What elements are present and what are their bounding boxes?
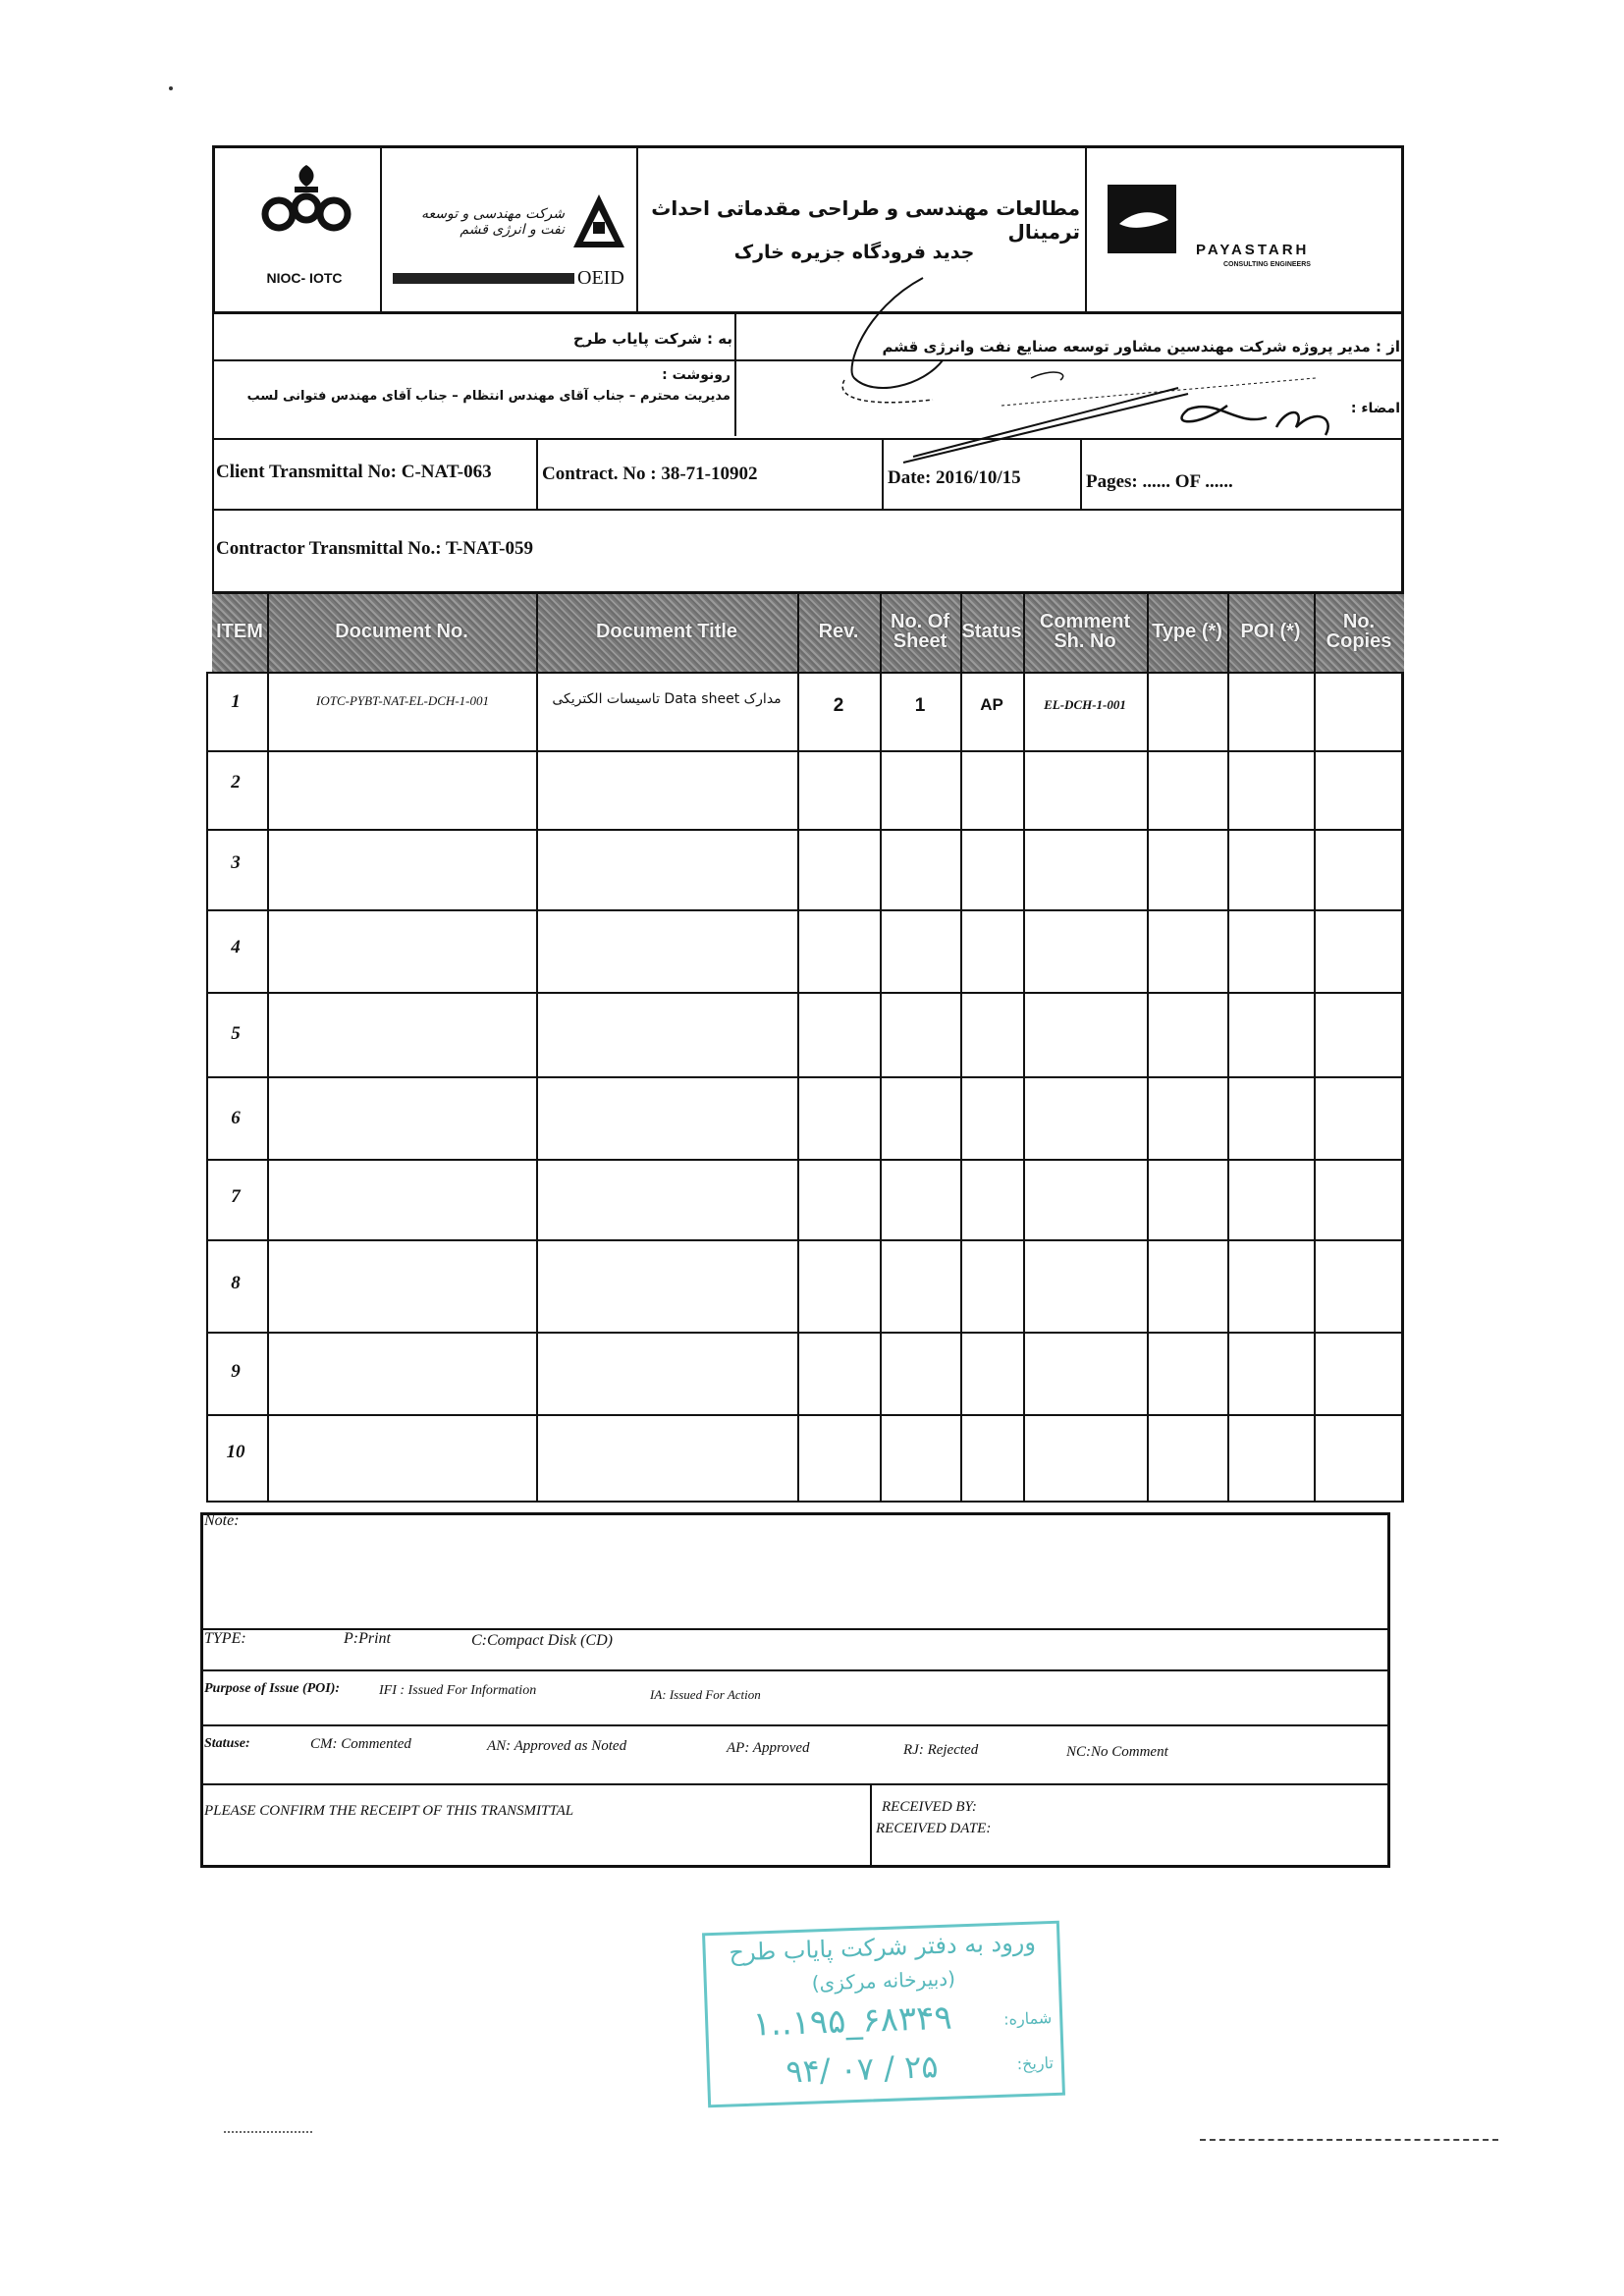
project-title-line2: جدید فرودگاه جزیره خارک <box>733 242 975 263</box>
project-title-line1: مطالعات مهندسی و طراحی مقدماتی احداث ترمینال <box>651 196 1080 244</box>
nioc-caption: NIOC- IOTC <box>266 270 343 286</box>
scan-speck <box>169 86 173 90</box>
row-status: AP <box>980 695 1003 714</box>
oeid-logo-text: شرکت مهندسی و توسعه نفت و انرژی قشم <box>420 206 565 238</box>
row-item-number: 10 <box>226 1442 245 1462</box>
scan-dash-line <box>224 2131 312 2133</box>
row-item-number: 8 <box>231 1273 241 1293</box>
pages-count: Pages: ...... OF ...... <box>1086 471 1233 492</box>
row-item-number: 9 <box>231 1361 241 1382</box>
note-label: Note: <box>204 1512 240 1529</box>
poi-label: Purpose of Issue (POI): <box>204 1681 341 1696</box>
row-document-title: مدارک Data sheet تاسیسات الکتریکی <box>552 691 782 707</box>
col-header-type: Type (*) <box>1152 621 1222 642</box>
client-transmittal: Client Transmittal No: C-NAT-063 <box>216 462 492 482</box>
stamp-line2: (دبیرخانه مرکزی) <box>811 1966 956 1995</box>
stamp-date-label: تاریخ: <box>1016 2053 1055 2074</box>
oeid-logo-short: OEID <box>577 267 624 289</box>
row-comment-sheet: EL-DCH-1-001 <box>1044 697 1126 712</box>
col-header-poi: POI (*) <box>1240 621 1301 642</box>
received-date: RECEIVED DATE: <box>876 1821 992 1836</box>
type-print: P:Print <box>344 1630 391 1647</box>
col-header-comment: Comment Sh. No <box>1039 611 1131 652</box>
stamp-number-label: شماره: <box>1002 2008 1053 2029</box>
col-header-document-no: Document No. <box>335 621 468 642</box>
status-nc: NC:No Comment <box>1066 1744 1168 1760</box>
payastarh-name: PAYASTARH <box>1196 242 1310 258</box>
status-label: Statuse: <box>204 1736 250 1751</box>
from-sender: از : مدیر پروژه شرکت مهندسین مشاور توسعه صنایع نفت وانرژی قشم <box>882 338 1400 355</box>
received-by: RECEIVED BY: <box>882 1799 977 1815</box>
col-header-item: ITEM <box>216 621 263 642</box>
cc-text: مدیریت محترم – جناب آقای مهندس انتظام – جناب آقای مهندس فتوانی لسب <box>246 389 731 404</box>
to-recipient: به : شرکت پایاب طرح <box>572 330 732 348</box>
stamp-number-value: ۱..۱۹۵_۶۸۳۴۹ <box>752 1997 953 2045</box>
col-header-sheets: No. Of Sheet <box>891 611 949 652</box>
row-item-number: 6 <box>231 1108 241 1128</box>
col-header-status: Status <box>961 621 1022 642</box>
row-item-number: 4 <box>231 937 241 957</box>
stamp-line1: ورود به دفتر شرکت پایاب طرح <box>728 1928 1037 1967</box>
col-header-document-title: Document Title <box>595 621 738 642</box>
receipt-stamp <box>702 1921 1065 2108</box>
signature-label: امضاء : <box>1350 401 1400 416</box>
contractor-transmittal: Contractor Transmittal No.: T-NAT-059 <box>216 538 533 559</box>
transmittal-date: Date: 2016/10/15 <box>888 467 1021 488</box>
row-rev: 2 <box>833 695 844 716</box>
oeid-logo-mark <box>571 192 626 253</box>
row-sheets: 1 <box>914 695 926 716</box>
type-label: TYPE: <box>204 1630 246 1647</box>
row-item-number: 2 <box>231 772 241 793</box>
status-ap: AP: Approved <box>727 1740 810 1756</box>
poi-ifi: IFI : Issued For Information <box>379 1683 537 1698</box>
row-item-number: 7 <box>231 1186 241 1207</box>
stamp-date-value: ۹۴/ ۰۷ / ۲۵ <box>785 2048 940 2091</box>
row-document-no: IOTC-PYBT-NAT-EL-DCH-1-001 <box>316 693 489 708</box>
row-item-number: 3 <box>231 852 241 873</box>
status-an: AN: Approved as Noted <box>487 1738 627 1754</box>
type-cd: C:Compact Disk (CD) <box>471 1632 613 1649</box>
document-table-frame <box>206 672 1404 1503</box>
oeid-logo-bar <box>393 273 574 284</box>
poi-ia: IA: Issued For Action <box>650 1687 761 1702</box>
payastarh-sub: CONSULTING ENGINEERS <box>1223 261 1311 268</box>
status-rj: RJ: Rejected <box>903 1742 979 1758</box>
row-item-number: 5 <box>231 1023 241 1044</box>
col-header-copies: No. Copies <box>1326 611 1392 652</box>
payastarh-logo <box>1100 177 1184 265</box>
row-item-number: 1 <box>231 691 241 712</box>
cc-label: رونوشت : <box>662 367 731 383</box>
col-header-rev: Rev. <box>818 621 859 642</box>
nioc-logo <box>257 157 355 246</box>
contract-no: Contract. No : 38-71-10902 <box>542 464 758 484</box>
confirm-receipt: PLEASE CONFIRM THE RECEIPT OF THIS TRANSMITTAL <box>204 1803 574 1819</box>
scan-dash-line <box>1200 2139 1498 2141</box>
status-cm: CM: Commented <box>310 1736 411 1752</box>
